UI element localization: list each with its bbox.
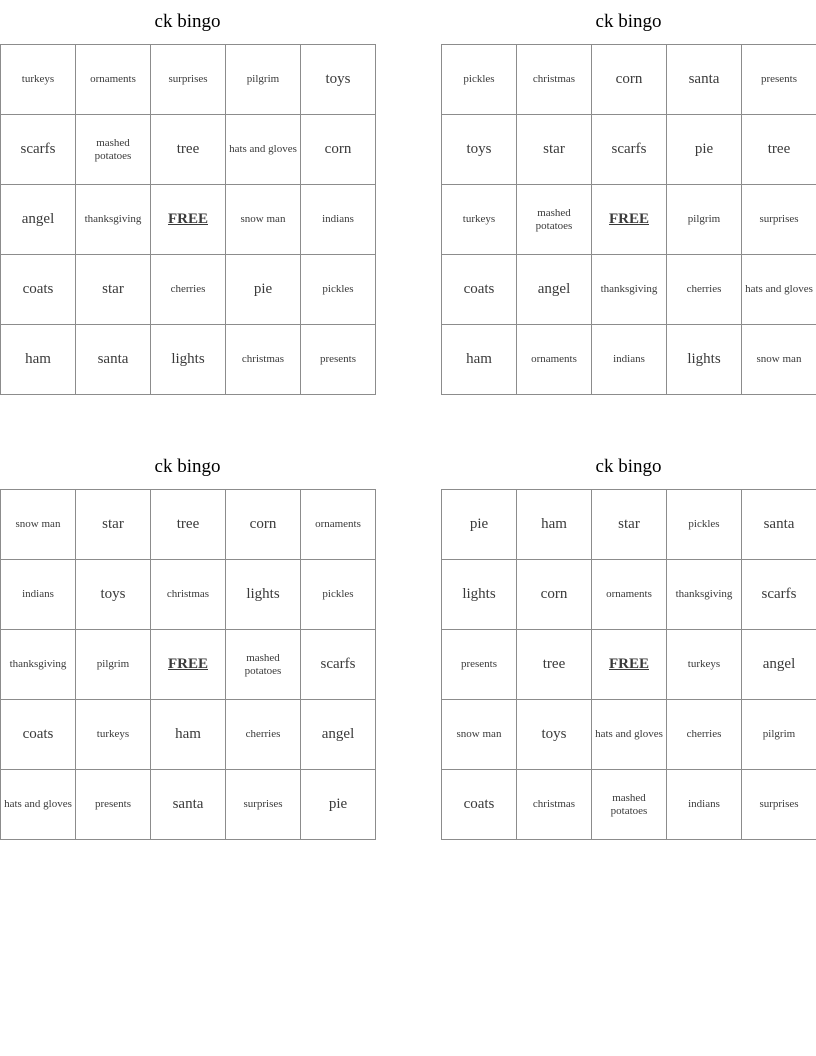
bingo-cell[interactable]: ham bbox=[1, 325, 76, 395]
card-title: ck bingo bbox=[154, 456, 221, 477]
bingo-cell[interactable]: indians bbox=[592, 325, 667, 395]
bingo-cell[interactable]: pie bbox=[667, 115, 742, 185]
bingo-cell[interactable]: mashed potatoes bbox=[226, 630, 301, 700]
bingo-cell[interactable]: angel bbox=[742, 630, 816, 700]
bingo-cell[interactable]: coats bbox=[442, 770, 517, 840]
bingo-cell[interactable]: presents bbox=[76, 770, 151, 840]
bingo-row bbox=[442, 490, 816, 560]
bingo-cell[interactable]: pickles bbox=[301, 255, 376, 325]
bingo-cell[interactable]: ornaments bbox=[76, 45, 151, 115]
bingo-cell[interactable]: thanksgiving bbox=[592, 255, 667, 325]
bingo-row bbox=[1, 770, 376, 840]
bingo-cell[interactable]: thanksgiving bbox=[667, 560, 742, 630]
bingo-row bbox=[442, 560, 816, 630]
bingo-cell[interactable]: cherries bbox=[151, 255, 226, 325]
bingo-grid bbox=[441, 44, 816, 395]
bingo-cell[interactable]: santa bbox=[151, 770, 226, 840]
bingo-cell[interactable]: pickles bbox=[667, 490, 742, 560]
bingo-cell[interactable]: surprises bbox=[151, 45, 226, 115]
bingo-cell[interactable]: tree bbox=[517, 630, 592, 700]
bingo-cell[interactable]: coats bbox=[1, 255, 76, 325]
bingo-cell[interactable]: snow man bbox=[742, 325, 816, 395]
bingo-cell[interactable]: toys bbox=[76, 560, 151, 630]
bingo-cell[interactable]: tree bbox=[151, 115, 226, 185]
bingo-cell[interactable]: hats and gloves bbox=[592, 700, 667, 770]
bingo-cell[interactable]: pilgrim bbox=[742, 700, 816, 770]
bingo-cell[interactable]: ornaments bbox=[592, 560, 667, 630]
bingo-cell[interactable]: scarfs bbox=[742, 560, 816, 630]
bingo-row bbox=[1, 490, 376, 560]
bingo-cell[interactable]: tree bbox=[742, 115, 816, 185]
bingo-cell[interactable]: surprises bbox=[742, 770, 816, 840]
bingo-cell[interactable]: christmas bbox=[151, 560, 226, 630]
bingo-grid bbox=[441, 489, 816, 840]
bingo-cell[interactable]: mashed potatoes bbox=[592, 770, 667, 840]
bingo-cell[interactable]: santa bbox=[76, 325, 151, 395]
bingo-cell[interactable]: pie bbox=[226, 255, 301, 325]
bingo-cell[interactable]: lights bbox=[667, 325, 742, 395]
bingo-row bbox=[1, 560, 376, 630]
bingo-row bbox=[1, 185, 376, 255]
bingo-cell[interactable]: star bbox=[76, 490, 151, 560]
bingo-cell[interactable]: toys bbox=[301, 45, 376, 115]
bingo-row bbox=[442, 255, 816, 325]
bingo-cell[interactable]: scarfs bbox=[592, 115, 667, 185]
bingo-row bbox=[442, 185, 816, 255]
bingo-cell[interactable]: presents bbox=[742, 45, 816, 115]
bingo-cell[interactable]: surprises bbox=[742, 185, 816, 255]
bingo-cell[interactable]: cherries bbox=[667, 255, 742, 325]
bingo-row bbox=[1, 630, 376, 700]
column-gap bbox=[375, 10, 441, 395]
bingo-row bbox=[1, 700, 376, 770]
card-title: ck bingo bbox=[595, 456, 662, 477]
bingo-cell[interactable]: angel bbox=[1, 185, 76, 255]
bingo-cell[interactable]: christmas bbox=[226, 325, 301, 395]
bingo-cell[interactable]: turkeys bbox=[442, 185, 517, 255]
bingo-cell[interactable]: surprises bbox=[226, 770, 301, 840]
bingo-cell[interactable]: indians bbox=[301, 185, 376, 255]
bingo-cell[interactable]: corn bbox=[517, 560, 592, 630]
bingo-cell[interactable]: turkeys bbox=[76, 700, 151, 770]
bingo-cell[interactable]: turkeys bbox=[1, 45, 76, 115]
bingo-row bbox=[442, 770, 816, 840]
bingo-cell[interactable]: coats bbox=[442, 255, 517, 325]
bingo-free-cell[interactable]: FREE bbox=[592, 630, 667, 700]
bingo-cell[interactable]: star bbox=[76, 255, 151, 325]
bingo-cell[interactable]: star bbox=[592, 490, 667, 560]
bingo-cell[interactable]: mashed potatoes bbox=[517, 185, 592, 255]
bingo-cell[interactable]: scarfs bbox=[1, 115, 76, 185]
bingo-cell[interactable]: coats bbox=[1, 700, 76, 770]
bingo-cell[interactable]: snow man bbox=[1, 490, 76, 560]
bingo-cell[interactable]: pickles bbox=[301, 560, 376, 630]
bingo-cell[interactable]: christmas bbox=[517, 770, 592, 840]
bingo-cell[interactable]: ornaments bbox=[301, 490, 376, 560]
bingo-cell[interactable]: hats and gloves bbox=[742, 255, 816, 325]
bingo-cell[interactable]: cherries bbox=[667, 700, 742, 770]
bingo-cell[interactable]: thanksgiving bbox=[1, 630, 76, 700]
bingo-row bbox=[442, 45, 816, 115]
bingo-row bbox=[1, 115, 376, 185]
bingo-free-cell[interactable]: FREE bbox=[151, 185, 226, 255]
bingo-grid-body bbox=[442, 45, 816, 395]
bingo-cell[interactable]: angel bbox=[301, 700, 376, 770]
bingo-cell[interactable]: ham bbox=[151, 700, 226, 770]
bingo-grid bbox=[0, 44, 376, 395]
bingo-cell[interactable]: corn bbox=[226, 490, 301, 560]
bingo-cell[interactable]: pickles bbox=[442, 45, 517, 115]
bingo-free-cell[interactable]: FREE bbox=[592, 185, 667, 255]
bingo-cell[interactable]: christmas bbox=[517, 45, 592, 115]
bingo-card-4 bbox=[441, 455, 816, 840]
bingo-free-cell[interactable]: FREE bbox=[151, 630, 226, 700]
bingo-cell[interactable]: angel bbox=[517, 255, 592, 325]
bingo-cell[interactable]: indians bbox=[667, 770, 742, 840]
bingo-cell[interactable]: star bbox=[517, 115, 592, 185]
bingo-grid bbox=[0, 489, 376, 840]
bingo-cell[interactable]: lights bbox=[442, 560, 517, 630]
bingo-cell[interactable]: turkeys bbox=[667, 630, 742, 700]
bingo-cell[interactable]: scarfs bbox=[301, 630, 376, 700]
bingo-row bbox=[442, 700, 816, 770]
bingo-cell[interactable]: hats and gloves bbox=[226, 115, 301, 185]
bingo-cell[interactable]: pie bbox=[442, 490, 517, 560]
bingo-cell[interactable]: lights bbox=[151, 325, 226, 395]
bingo-cell[interactable]: pilgrim bbox=[226, 45, 301, 115]
bingo-cell[interactable]: corn bbox=[301, 115, 376, 185]
bingo-cell[interactable]: snow man bbox=[442, 700, 517, 770]
bingo-cell[interactable]: pilgrim bbox=[76, 630, 151, 700]
bingo-row bbox=[442, 630, 816, 700]
bingo-cell[interactable]: lights bbox=[226, 560, 301, 630]
bingo-cell[interactable]: toys bbox=[517, 700, 592, 770]
bingo-cell[interactable]: toys bbox=[442, 115, 517, 185]
bingo-cell[interactable]: snow man bbox=[226, 185, 301, 255]
bingo-cell[interactable]: thanksgiving bbox=[76, 185, 151, 255]
bingo-cell[interactable]: indians bbox=[1, 560, 76, 630]
bingo-card-3 bbox=[0, 455, 375, 840]
column-gap bbox=[375, 455, 441, 840]
bingo-cell[interactable]: presents bbox=[301, 325, 376, 395]
bingo-cell[interactable]: pie bbox=[301, 770, 376, 840]
bingo-row bbox=[1, 255, 376, 325]
bingo-cell[interactable]: mashed potatoes bbox=[76, 115, 151, 185]
bingo-cell[interactable]: hats and gloves bbox=[1, 770, 76, 840]
bingo-cell[interactable]: presents bbox=[442, 630, 517, 700]
bingo-grid-body bbox=[442, 490, 816, 840]
bingo-cell[interactable]: corn bbox=[592, 45, 667, 115]
bingo-row bbox=[442, 115, 816, 185]
bingo-card-1 bbox=[0, 10, 375, 395]
bingo-row bbox=[1, 325, 376, 395]
bingo-grid-body bbox=[1, 45, 376, 395]
bingo-row bbox=[442, 325, 816, 395]
bingo-cell[interactable]: pilgrim bbox=[667, 185, 742, 255]
bingo-cell[interactable]: ornaments bbox=[517, 325, 592, 395]
bingo-grid-body bbox=[1, 490, 376, 840]
bingo-cell[interactable]: ham bbox=[517, 490, 592, 560]
card-title: ck bingo bbox=[154, 11, 221, 32]
bingo-card-2 bbox=[441, 10, 816, 395]
bingo-cell[interactable]: ham bbox=[442, 325, 517, 395]
bingo-cell[interactable]: santa bbox=[667, 45, 742, 115]
bingo-row bbox=[1, 45, 376, 115]
bingo-cell[interactable]: tree bbox=[151, 490, 226, 560]
bingo-cell[interactable]: cherries bbox=[226, 700, 301, 770]
card-title: ck bingo bbox=[595, 11, 662, 32]
bingo-cell[interactable]: santa bbox=[742, 490, 816, 560]
